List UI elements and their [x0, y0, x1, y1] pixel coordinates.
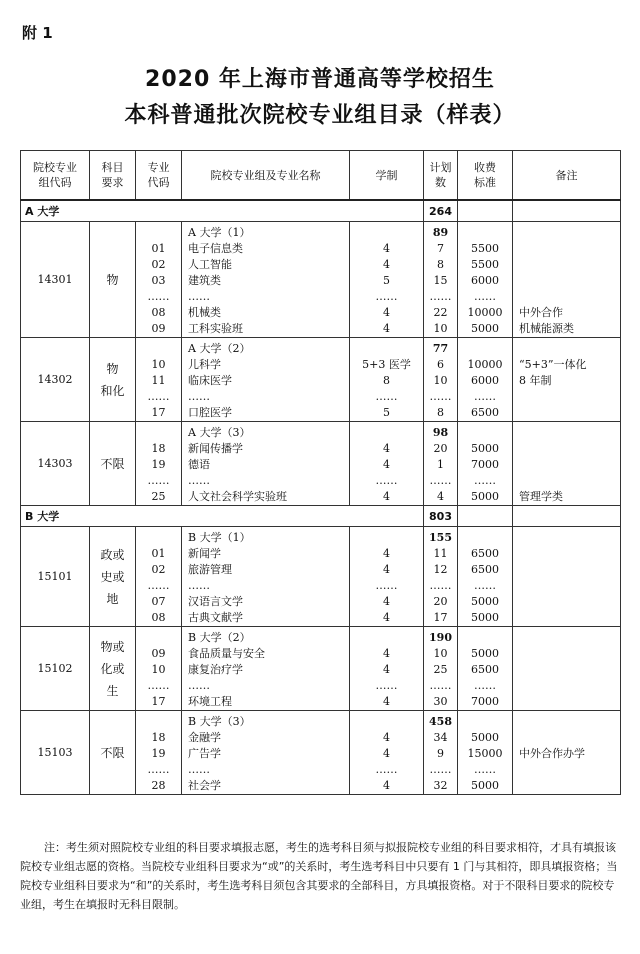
major-plan: 20: [433, 595, 448, 608]
major-duration-column: [350, 222, 424, 338]
major-duration: 4: [383, 490, 390, 503]
major-duration: 4: [383, 747, 390, 760]
major-plan: ……: [429, 579, 452, 592]
major-duration: [350, 225, 423, 241]
major-name: 电子信息类: [188, 242, 243, 255]
major-name-column: [182, 338, 350, 422]
major-fee: [458, 425, 512, 441]
major-remark: [513, 678, 620, 694]
subject-line: 生: [106, 683, 119, 698]
major-code: [136, 530, 181, 546]
major-duration: 4: [383, 306, 390, 319]
major-plan: 7: [437, 242, 444, 255]
major-name: 建筑类: [188, 274, 221, 287]
subject-line: 和化: [100, 383, 125, 398]
major-plan: 9: [437, 747, 444, 760]
major-fee-column: [458, 422, 513, 506]
major-code: 18: [151, 731, 166, 744]
major-plan: 155: [429, 531, 452, 544]
group-code: 15101: [21, 527, 90, 627]
major-name-column: [182, 422, 350, 506]
major-name: B 大学（3）: [188, 715, 251, 728]
major-code: 17: [151, 406, 166, 419]
major-remark: [513, 341, 620, 357]
subject-line: 不限: [100, 745, 125, 760]
major-duration: [350, 341, 423, 357]
major-code: 19: [151, 458, 166, 471]
major-remark: 管理学类: [519, 490, 563, 503]
major-remark: [513, 457, 620, 473]
major-name: B 大学（2）: [188, 631, 251, 644]
major-fee: ……: [474, 763, 496, 776]
major-plan-column: [424, 222, 458, 338]
major-duration: ……: [375, 290, 398, 303]
major-duration-column: [350, 422, 424, 506]
major-plan: 190: [429, 631, 452, 644]
major-code: 09: [151, 322, 166, 335]
major-code: 03: [151, 274, 166, 287]
university-row: [21, 506, 621, 527]
major-name: B 大学（1）: [188, 531, 251, 544]
major-name: 工科实验班: [188, 322, 243, 335]
major-duration-column: [350, 711, 424, 795]
major-name: 广告学: [188, 747, 221, 760]
major-fee: [458, 630, 512, 646]
major-duration: 4: [383, 547, 390, 560]
major-remark: [513, 578, 620, 594]
major-code: ……: [147, 290, 170, 303]
major-remark-column: [513, 711, 621, 795]
major-plan: 20: [433, 442, 448, 455]
major-code: 07: [151, 595, 166, 608]
major-name: 康复治疗学: [188, 663, 243, 676]
major-code: 25: [151, 490, 166, 503]
major-fee: ……: [474, 290, 496, 303]
group-row: [21, 422, 621, 506]
major-remark: 8 年制: [519, 374, 552, 387]
group-code: 15103: [21, 711, 90, 795]
group-code: 14301: [21, 222, 90, 338]
subject-line: 物: [106, 272, 119, 287]
major-plan: ……: [429, 763, 452, 776]
major-fee: ……: [474, 390, 496, 403]
major-plan: 10: [433, 647, 448, 660]
major-remark: [513, 441, 620, 457]
major-name: ……: [188, 390, 210, 403]
major-remark: [513, 730, 620, 746]
major-code: 17: [151, 695, 166, 708]
major-fee: 15000: [467, 747, 503, 760]
major-fee: 10000: [467, 306, 503, 319]
major-remark: “5+3”一体化: [519, 358, 587, 371]
major-name: A 大学（3）: [188, 426, 251, 439]
header-major-code: 专业 代码: [136, 151, 182, 201]
major-fee: 5000: [471, 731, 499, 744]
major-fee: 5000: [471, 779, 499, 792]
major-remark-column: [513, 222, 621, 338]
major-remark-column: [513, 422, 621, 506]
major-fee-column: [458, 527, 513, 627]
major-remark: [513, 694, 620, 710]
major-code-column: [136, 222, 182, 338]
major-remark: [513, 257, 620, 273]
major-remark: [513, 473, 620, 489]
group-code: 14303: [21, 422, 90, 506]
major-remark: 中外合作办学: [519, 747, 585, 760]
major-remark-column: [513, 627, 621, 711]
major-fee: ……: [474, 679, 496, 692]
major-name: 新闻传播学: [188, 442, 243, 455]
major-plan: 4: [437, 490, 444, 503]
major-plan: 10: [433, 374, 448, 387]
major-code: 01: [151, 242, 166, 255]
page-title-line1: 2020 年上海市普通高等学校招生: [145, 67, 495, 92]
subject-requirement: [90, 527, 136, 627]
header-name: 院校专业组及专业名称: [182, 151, 350, 201]
major-duration: 5: [383, 406, 390, 419]
major-name: 儿科学: [188, 358, 221, 371]
major-code-column: [136, 711, 182, 795]
major-plan: ……: [429, 290, 452, 303]
major-code: ……: [147, 390, 170, 403]
major-fee: [458, 225, 512, 241]
major-plan: 10: [433, 322, 448, 335]
major-remark: [513, 646, 620, 662]
empty-cell: [513, 506, 621, 527]
major-duration: 4: [383, 458, 390, 471]
major-name: A 大学（2）: [188, 342, 251, 355]
major-fee: 5000: [471, 490, 499, 503]
major-remark: [513, 389, 620, 405]
major-plan: 32: [433, 779, 448, 792]
empty-cell: [458, 506, 513, 527]
major-duration: [350, 425, 423, 441]
major-code-column: [136, 422, 182, 506]
major-duration: 4: [383, 611, 390, 624]
major-code: [136, 714, 181, 730]
major-duration-column: [350, 627, 424, 711]
group-code: 15102: [21, 627, 90, 711]
major-name: 临床医学: [188, 374, 232, 387]
major-duration: 4: [383, 663, 390, 676]
major-name: 古典文献学: [188, 611, 243, 624]
major-remark: [513, 241, 620, 257]
major-duration: 4: [383, 563, 390, 576]
group-row: [21, 222, 621, 338]
major-plan: 11: [433, 547, 448, 560]
major-code: 11: [151, 374, 166, 387]
major-fee-column: [458, 627, 513, 711]
major-code: 02: [151, 563, 166, 576]
major-name: 机械类: [188, 306, 221, 319]
footnote: 注：考生须对照院校专业组的科目要求填报志愿，考生的选考科目须与拟报院校专业组的科目要求相符，才具有填报该院校专业组志愿的资格。当院校专业组科目要求为“或”的关系时，考生选考科目中只要有 1 门与其相符，即具填报资格；当院校专业组科目要求为“和”的关系时，考生选考科目须包含其要求的全部科目，方具填报资格。对于不限科目要求的院校专业组，考生在填报时无科目限制。: [20, 841, 618, 911]
subject-requirement: [90, 627, 136, 711]
major-code: 01: [151, 547, 166, 560]
header-subject: 科目 要求: [90, 151, 136, 201]
major-fee: 5500: [471, 242, 499, 255]
major-fee: 6000: [471, 374, 499, 387]
major-duration: [350, 714, 423, 730]
major-remark-column: [513, 338, 621, 422]
major-duration: 5: [383, 274, 390, 287]
subject-line: 化或: [100, 661, 125, 676]
major-remark: [513, 225, 620, 241]
major-name: 社会学: [188, 779, 221, 792]
subject-line: 物: [106, 361, 119, 376]
major-remark: [513, 405, 620, 421]
university-plan: 264: [424, 200, 458, 222]
major-remark: [513, 594, 620, 610]
subject-line: 地: [106, 591, 119, 606]
university-name: B 大学: [21, 506, 424, 527]
major-code: [136, 225, 181, 241]
major-plan: 77: [432, 342, 449, 355]
major-remark: [513, 778, 620, 794]
major-fee: 6500: [471, 663, 499, 676]
major-fee: ……: [474, 579, 496, 592]
major-code: 10: [151, 663, 166, 676]
major-remark: [513, 714, 620, 730]
major-duration: 4: [383, 647, 390, 660]
major-code: ……: [147, 763, 170, 776]
major-code-column: [136, 627, 182, 711]
major-name: 旅游管理: [188, 563, 232, 576]
major-fee: 5000: [471, 322, 499, 335]
major-plan: ……: [429, 679, 452, 692]
major-remark: [513, 425, 620, 441]
major-plan: 1: [437, 458, 444, 471]
major-plan-column: [424, 627, 458, 711]
major-duration: 4: [383, 258, 390, 271]
header-group-code: 院校专业 组代码: [21, 151, 90, 201]
major-plan: 458: [429, 715, 452, 728]
major-code: 10: [151, 358, 166, 371]
major-plan: 15: [433, 274, 448, 287]
attachment-label: 附 1: [22, 24, 53, 42]
major-fee: 6500: [471, 547, 499, 560]
university-name: A 大学: [21, 200, 424, 222]
major-code: ……: [147, 679, 170, 692]
subject-requirement: [90, 338, 136, 422]
subject-line: 政或: [100, 547, 125, 562]
major-duration-column: [350, 527, 424, 627]
major-remark-column: [513, 527, 621, 627]
group-row: [21, 711, 621, 795]
major-code: 19: [151, 747, 166, 760]
major-name-column: [182, 627, 350, 711]
major-name: 环境工程: [188, 695, 232, 708]
major-name: ……: [188, 763, 210, 776]
major-fee: 10000: [467, 358, 503, 371]
major-duration: ……: [375, 474, 398, 487]
major-plan-column: [424, 527, 458, 627]
major-code-column: [136, 527, 182, 627]
major-plan: 89: [432, 226, 449, 239]
major-remark: 机械能源类: [519, 322, 574, 335]
major-duration: ……: [375, 679, 398, 692]
university-plan: 803: [424, 506, 458, 527]
major-code: 09: [151, 647, 166, 660]
major-duration: 4: [383, 442, 390, 455]
subject-line: 不限: [100, 456, 125, 471]
major-code: 08: [151, 611, 166, 624]
major-remark: [513, 610, 620, 626]
major-code: 08: [151, 306, 166, 319]
header-remark: 备注: [513, 151, 621, 201]
major-code: [136, 425, 181, 441]
major-plan: ……: [429, 390, 452, 403]
major-code: 18: [151, 442, 166, 455]
subject-line: 史或: [100, 569, 125, 584]
major-name: 德语: [188, 458, 210, 471]
major-remark: [513, 530, 620, 546]
major-duration: [350, 630, 423, 646]
major-duration: 4: [383, 322, 390, 335]
major-fee: ……: [474, 474, 496, 487]
major-fee: 6500: [471, 563, 499, 576]
major-code: [136, 630, 181, 646]
major-remark: [513, 630, 620, 646]
major-name: ……: [188, 679, 210, 692]
major-duration: 4: [383, 695, 390, 708]
major-code: 28: [151, 779, 166, 792]
major-name: A 大学（1）: [188, 226, 251, 239]
major-fee: 7000: [471, 695, 499, 708]
major-plan: 25: [433, 663, 448, 676]
major-fee: 5000: [471, 647, 499, 660]
major-name: 人文社会科学实验班: [188, 490, 287, 503]
major-name: 金融学: [188, 731, 221, 744]
major-fee: [458, 714, 512, 730]
major-code-column: [136, 338, 182, 422]
major-code: ……: [147, 474, 170, 487]
group-code: 14302: [21, 338, 90, 422]
major-plan-column: [424, 422, 458, 506]
major-duration: ……: [375, 390, 398, 403]
major-name: 人工智能: [188, 258, 232, 271]
header-duration: 学制: [350, 151, 424, 201]
catalog-table: [20, 150, 621, 795]
major-plan: ……: [429, 474, 452, 487]
major-plan: 34: [433, 731, 448, 744]
major-name-column: [182, 527, 350, 627]
major-name-column: [182, 711, 350, 795]
major-fee-column: [458, 222, 513, 338]
major-name: ……: [188, 474, 210, 487]
major-plan: 17: [433, 611, 448, 624]
major-plan: 6: [437, 358, 444, 371]
major-plan: 8: [437, 406, 444, 419]
major-plan: 98: [432, 426, 449, 439]
header-fee: 收费 标准: [458, 151, 513, 201]
group-row: [21, 527, 621, 627]
major-remark: [513, 762, 620, 778]
major-name: 食品质量与安全: [188, 647, 265, 660]
subject-line: 物或: [100, 639, 125, 654]
major-remark: [513, 662, 620, 678]
major-code: 02: [151, 258, 166, 271]
major-fee: 5000: [471, 442, 499, 455]
major-duration: 4: [383, 731, 390, 744]
major-fee-column: [458, 711, 513, 795]
major-fee-column: [458, 338, 513, 422]
major-duration: 4: [383, 779, 390, 792]
header-plan: 计划 数: [424, 151, 458, 201]
major-fee: 6000: [471, 274, 499, 287]
major-name: 汉语言文学: [188, 595, 243, 608]
empty-cell: [513, 200, 621, 222]
major-fee: 5000: [471, 595, 499, 608]
subject-requirement: [90, 711, 136, 795]
major-duration: 5+3 医学: [362, 358, 411, 371]
major-fee: [458, 530, 512, 546]
major-remark: 中外合作: [519, 306, 563, 319]
group-row: [21, 338, 621, 422]
major-remark: [513, 546, 620, 562]
major-name: 口腔医学: [188, 406, 232, 419]
major-duration: 8: [383, 374, 390, 387]
major-plan: 22: [433, 306, 448, 319]
major-duration: 4: [383, 595, 390, 608]
major-duration-column: [350, 338, 424, 422]
major-code: ……: [147, 579, 170, 592]
group-row: [21, 627, 621, 711]
major-name-column: [182, 222, 350, 338]
major-fee: 6500: [471, 406, 499, 419]
major-remark: [513, 562, 620, 578]
page-title-line2: 本科普通批次院校专业组目录（样表）: [124, 103, 516, 128]
major-fee: [458, 341, 512, 357]
major-name: ……: [188, 579, 210, 592]
major-code: [136, 341, 181, 357]
major-plan: 8: [437, 258, 444, 271]
major-plan: 12: [433, 563, 448, 576]
major-fee: 5000: [471, 611, 499, 624]
major-plan-column: [424, 338, 458, 422]
major-name: ……: [188, 290, 210, 303]
subject-requirement: [90, 422, 136, 506]
major-plan-column: [424, 711, 458, 795]
major-plan: 30: [433, 695, 448, 708]
major-name: 新闻学: [188, 547, 221, 560]
major-remark: [513, 289, 620, 305]
table-header-row: [21, 151, 621, 201]
major-duration: 4: [383, 242, 390, 255]
major-fee: 5500: [471, 258, 499, 271]
empty-cell: [458, 200, 513, 222]
major-fee: 7000: [471, 458, 499, 471]
major-duration: ……: [375, 763, 398, 776]
university-row: [21, 200, 621, 222]
major-remark: [513, 273, 620, 289]
major-duration: [350, 530, 423, 546]
subject-requirement: [90, 222, 136, 338]
major-duration: ……: [375, 579, 398, 592]
